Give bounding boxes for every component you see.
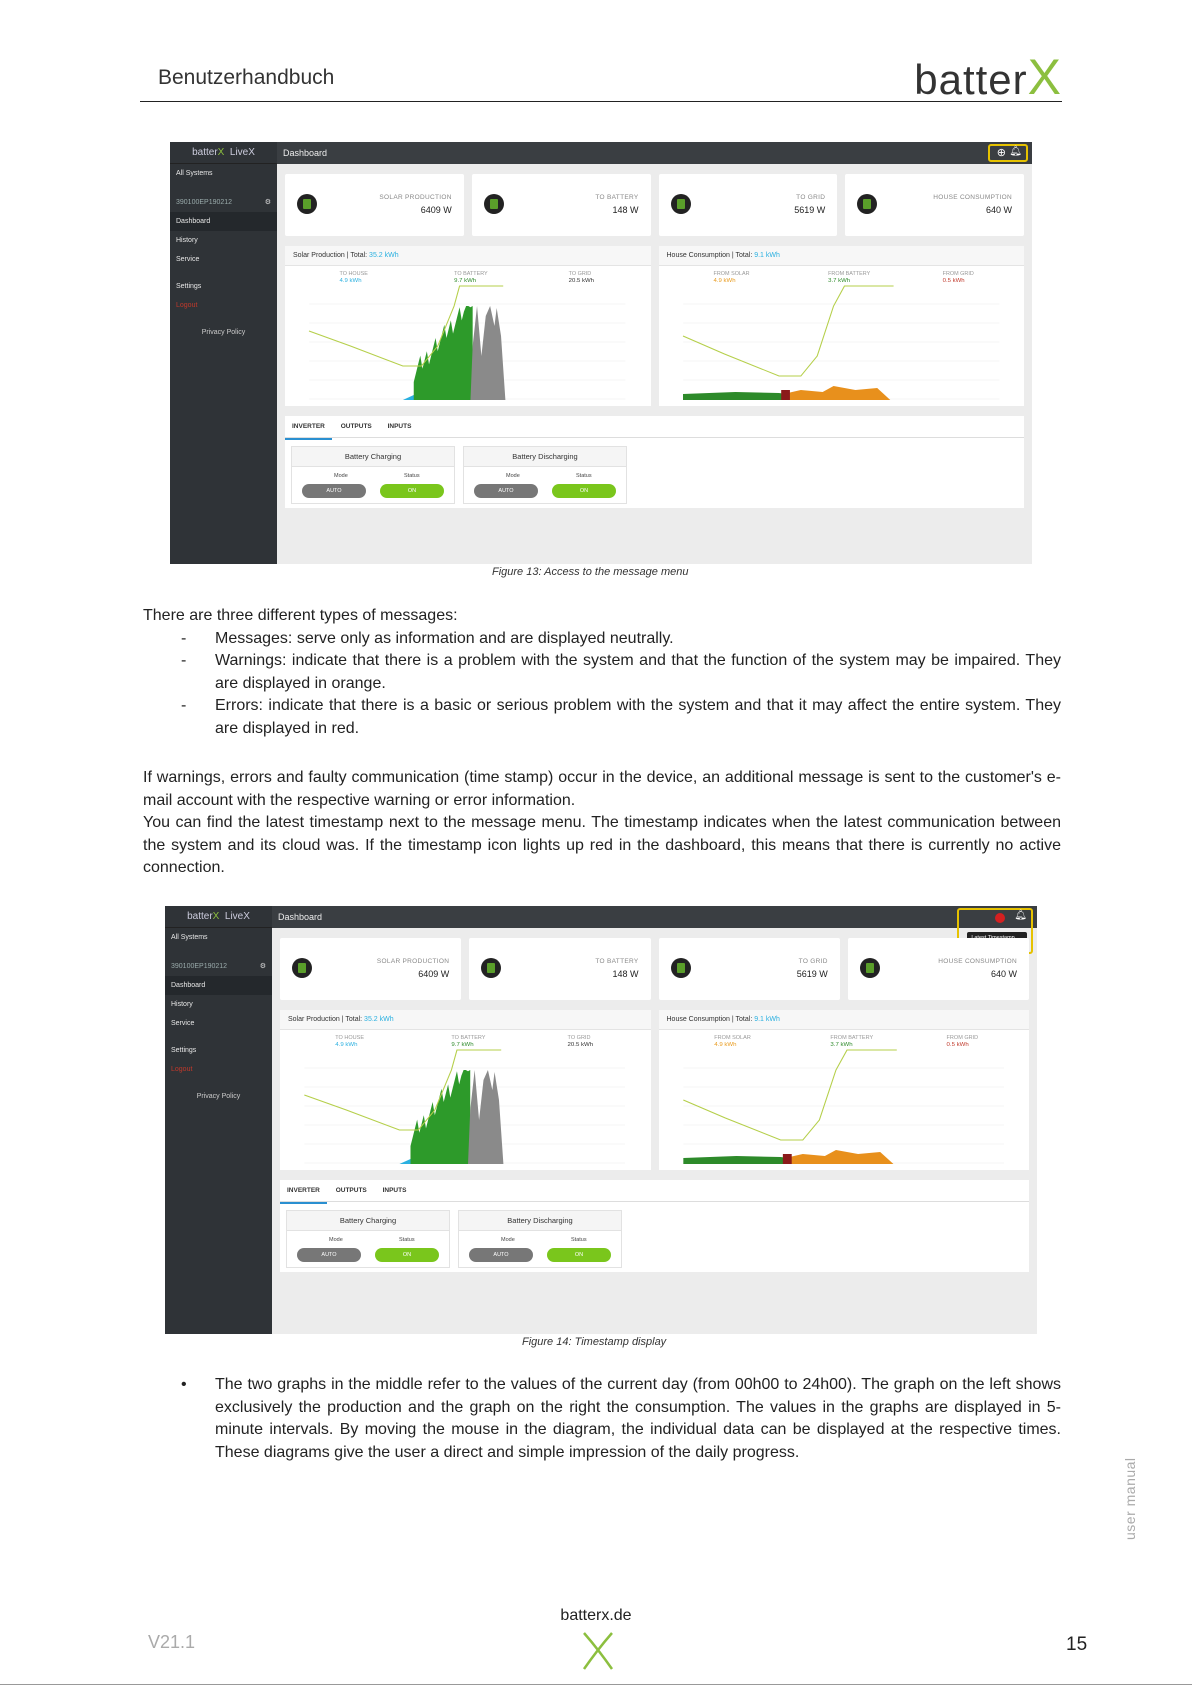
- chart-stat-value: 3.7 kWh: [827, 278, 850, 284]
- chart-stat-label: TO HOUSE: [339, 271, 368, 277]
- highlight-box: [988, 144, 1028, 162]
- status-toggle[interactable]: ON: [380, 484, 444, 498]
- sidebar-item-settings[interactable]: Settings: [176, 283, 202, 290]
- stat-value: 5619 W: [794, 205, 826, 215]
- tab-outputs[interactable]: OUTPUTS: [335, 1187, 367, 1194]
- chart-stat-label: FROM SOLAR: [713, 1035, 751, 1041]
- tab-inputs[interactable]: INPUTS: [387, 423, 412, 430]
- stat-label: SOLAR PRODUCTION: [379, 194, 452, 201]
- status-toggle[interactable]: ON: [552, 484, 616, 498]
- sidebar-item-privacy-policy[interactable]: Privacy Policy: [196, 1093, 241, 1100]
- stat-value: 5619 W: [796, 969, 828, 979]
- house-panel: [659, 1010, 1030, 1170]
- stat-card: [285, 174, 464, 236]
- top-bar: [277, 142, 1032, 164]
- chart-stat-label: FROM BATTERY: [829, 1035, 873, 1041]
- stat-label: TO GRID: [798, 958, 828, 965]
- stat-label: HOUSE CONSUMPTION: [938, 958, 1017, 965]
- stat-value: 640 W: [990, 969, 1017, 979]
- solar-panel-chart[interactable]: [280, 1030, 651, 1170]
- control-title: Battery Discharging: [459, 1211, 621, 1231]
- solar-panel-icon: [292, 958, 312, 978]
- stat-value: 6409 W: [418, 969, 450, 979]
- sidebar-item-history[interactable]: History: [171, 1001, 193, 1008]
- chart-stat-value: 0.5 kWh: [946, 1042, 969, 1048]
- inverter-panel: [285, 416, 1024, 508]
- chart-stat-value: 20.5 kWh: [568, 278, 595, 284]
- stat-label: TO GRID: [796, 194, 826, 201]
- figure-14-dashboard-screenshot: [165, 906, 1037, 1334]
- tab-bar: [280, 1180, 1029, 1202]
- footer-url: batterx.de: [560, 1607, 632, 1624]
- stat-value: 640 W: [985, 205, 1012, 215]
- panel-header: Solar Production | Total: 35.2 kWh: [285, 246, 651, 266]
- list-item: - Warnings: indicate that there is a problem with the system and that the function of the system may be impaired. They are displayed in orange.: [181, 652, 1061, 692]
- intro-text: There are three different types of messages:: [143, 607, 458, 624]
- stat-label: TO BATTERY: [595, 194, 639, 201]
- chart-stat-label: FROM GRID: [942, 271, 974, 277]
- mode-toggle[interactable]: AUTO: [297, 1248, 361, 1262]
- solar-panel-icon: [297, 194, 317, 214]
- status-toggle[interactable]: ON: [547, 1248, 611, 1262]
- version-label: V21.1: [148, 1632, 196, 1652]
- grid-tower-icon: [671, 194, 691, 214]
- stat-label: HOUSE CONSUMPTION: [933, 194, 1012, 201]
- batterx-x-icon: [581, 1631, 615, 1671]
- tab-bar: [285, 416, 1024, 438]
- tab-inverter[interactable]: INVERTER: [280, 1180, 327, 1204]
- figure-13-dashboard-screenshot: [170, 142, 1032, 564]
- house-icon: [860, 958, 880, 978]
- control-title: Battery Charging: [292, 447, 454, 467]
- timestamp-section: [143, 767, 1061, 880]
- mode-label: Mode: [501, 1237, 515, 1243]
- control-box: [463, 446, 627, 504]
- stat-card: [469, 938, 650, 1000]
- graphs-section: [143, 1374, 1061, 1464]
- grid-tower-icon: [671, 958, 691, 978]
- stat-card: [472, 174, 651, 236]
- chart-stat-value: 4.9 kWh: [713, 1042, 737, 1048]
- chart-stat-label: TO HOUSE: [335, 1035, 365, 1041]
- mode-label: Mode: [329, 1237, 343, 1243]
- battery-icon: [484, 194, 504, 214]
- stat-card: [659, 938, 840, 1000]
- gear-icon[interactable]: ⚙: [259, 963, 266, 970]
- stat-value: 148 W: [612, 969, 639, 979]
- sidebar-item-privacy-policy[interactable]: Privacy Policy: [201, 329, 246, 336]
- tab-outputs[interactable]: OUTPUTS: [340, 423, 372, 430]
- tab-inputs[interactable]: INPUTS: [382, 1187, 407, 1194]
- chart-stat-label: FROM BATTERY: [827, 271, 870, 277]
- sidebar-item-history[interactable]: History: [176, 237, 198, 244]
- globe-icon[interactable]: ⊕: [996, 147, 1006, 159]
- timestamp-icon[interactable]: [995, 913, 1005, 923]
- chart-stat-label: FROM GRID: [946, 1035, 978, 1041]
- chart-stat-label: TO BATTERY: [451, 1035, 486, 1041]
- paragraph: You can find the latest timestamp next to the message menu. The timestamp indicates when the latest communication between the system and its cloud was. If the timestamp icon lights up red in the dashboard, this means that there is currently no active connection.: [143, 814, 1061, 877]
- solar-panel-chart[interactable]: [285, 266, 651, 406]
- stat-card: [280, 938, 461, 1000]
- mode-toggle[interactable]: AUTO: [302, 484, 366, 498]
- paragraph: If warnings, errors and faulty communication (time stamp) occur in the device, an additional message is sent to the customer's e-mail account with the respective warning or error information.: [143, 769, 1061, 809]
- status-label: Status: [576, 473, 592, 479]
- page-title: Dashboard: [283, 148, 328, 158]
- chart-stat-value: 9.7 kWh: [454, 278, 477, 284]
- mode-label: Mode: [334, 473, 348, 479]
- side-tag: user manual: [1122, 1457, 1138, 1540]
- chart-stat-value: 9.7 kWh: [451, 1042, 474, 1048]
- house-panel-chart[interactable]: [659, 1030, 1030, 1170]
- panel-header: Solar Production | Total: 35.2 kWh: [280, 1010, 651, 1030]
- sidebar-item-logout[interactable]: Logout: [171, 1066, 193, 1073]
- system-selector[interactable]: 390100EP190212 ⚙: [165, 957, 272, 976]
- sidebar: [170, 142, 277, 564]
- sidebar-item-dashboard[interactable]: Dashboard: [170, 212, 277, 231]
- stat-label: SOLAR PRODUCTION: [376, 958, 450, 965]
- sidebar-item-service[interactable]: Service: [176, 256, 200, 263]
- chart-stat-label: TO GRID: [567, 1035, 591, 1041]
- stat-label: TO BATTERY: [595, 958, 639, 965]
- stat-card: [848, 938, 1029, 1000]
- mode-toggle[interactable]: AUTO: [469, 1248, 533, 1262]
- tab-inverter[interactable]: INVERTER: [285, 416, 332, 440]
- mode-toggle[interactable]: AUTO: [474, 484, 538, 498]
- mode-label: Mode: [506, 473, 520, 479]
- house-icon: [857, 194, 877, 214]
- panel-header: House Consumption | Total: 9.1 kWh: [659, 1010, 1030, 1030]
- sidebar: [165, 906, 272, 1334]
- bell-icon[interactable]: 🔔︎: [1014, 910, 1027, 921]
- control-title: Battery Discharging: [464, 447, 626, 467]
- chart-stat-label: FROM SOLAR: [713, 271, 750, 277]
- header-title: Benutzerhandbuch: [158, 66, 335, 89]
- message-types-section: [143, 605, 1061, 741]
- inverter-panel: [280, 1180, 1029, 1272]
- sidebar-item-dashboard[interactable]: Dashboard: [165, 976, 272, 995]
- battery-icon: [481, 958, 501, 978]
- bell-icon[interactable]: 🔔︎: [1009, 146, 1022, 157]
- sidebar-item-logout[interactable]: Logout: [176, 302, 198, 309]
- status-label: Status: [399, 1237, 415, 1243]
- stat-value: 6409 W: [420, 205, 452, 215]
- chart-stat-label: TO BATTERY: [454, 271, 488, 277]
- list-item: - Messages: serve only as information and are displayed neutrally.: [181, 629, 674, 647]
- figure-13-caption: Figure 13: Access to the message menu: [492, 566, 689, 578]
- house-panel-chart[interactable]: [659, 266, 1025, 406]
- page-title: Dashboard: [278, 912, 323, 922]
- page-number: 15: [1066, 1634, 1088, 1655]
- control-box: [458, 1210, 622, 1268]
- sidebar-all-systems[interactable]: All Systems: [176, 170, 213, 177]
- chart-stat-value: 20.5 kWh: [567, 1042, 594, 1048]
- chart-stat-value: 4.9 kWh: [339, 278, 362, 284]
- top-bar: [272, 906, 1037, 928]
- chart-stat-label: TO GRID: [568, 271, 592, 277]
- list-item: • The two graphs in the middle refer to the values of the current day (from 00h00 to 24h00). The graph on the left shows exclusively the production and the graph on the right the consumption. The values in the graphs are displayed in 5-minute intervals. By moving the mouse in the diagram, the individual data can be displayed at the respective times. These diagrams give the user a direct and simple impression of the daily progress.: [181, 1376, 1061, 1461]
- status-label: Status: [571, 1237, 587, 1243]
- stat-value: 148 W: [612, 205, 639, 215]
- sidebar-item-service[interactable]: Service: [171, 1020, 195, 1027]
- stat-card: [659, 174, 838, 236]
- app-logo: batterX LiveX: [165, 906, 272, 928]
- chart-stat-value: 4.9 kWh: [713, 278, 736, 284]
- panel-header: House Consumption | Total: 9.1 kWh: [659, 246, 1025, 266]
- stat-card: [845, 174, 1024, 236]
- solar-panel: [280, 1010, 651, 1170]
- figure-14-caption: Figure 14: Timestamp display: [522, 1336, 667, 1348]
- list-item: - Errors: indicate that there is a basic or serious problem with the system and that it may affect the entire system. They are displayed in red.: [181, 697, 1061, 737]
- control-box: [291, 446, 455, 504]
- chart-stat-value: 4.9 kWh: [335, 1042, 358, 1048]
- chart-stat-value: 0.5 kWh: [942, 278, 965, 284]
- control-title: Battery Charging: [287, 1211, 449, 1231]
- page-header: [140, 49, 1062, 105]
- solar-panel: [285, 246, 651, 406]
- house-panel: [659, 246, 1025, 406]
- control-box: [286, 1210, 450, 1268]
- batterx-logo: batterX: [914, 49, 1062, 105]
- system-selector[interactable]: 390100EP190212 ⚙: [170, 193, 277, 212]
- chart-stat-value: 3.7 kWh: [829, 1042, 853, 1048]
- app-logo: batterX LiveX: [170, 142, 277, 164]
- status-label: Status: [404, 473, 420, 479]
- sidebar-item-settings[interactable]: Settings: [171, 1047, 197, 1054]
- gear-icon[interactable]: ⚙: [264, 199, 271, 206]
- sidebar-all-systems[interactable]: All Systems: [171, 934, 208, 941]
- status-toggle[interactable]: ON: [375, 1248, 439, 1262]
